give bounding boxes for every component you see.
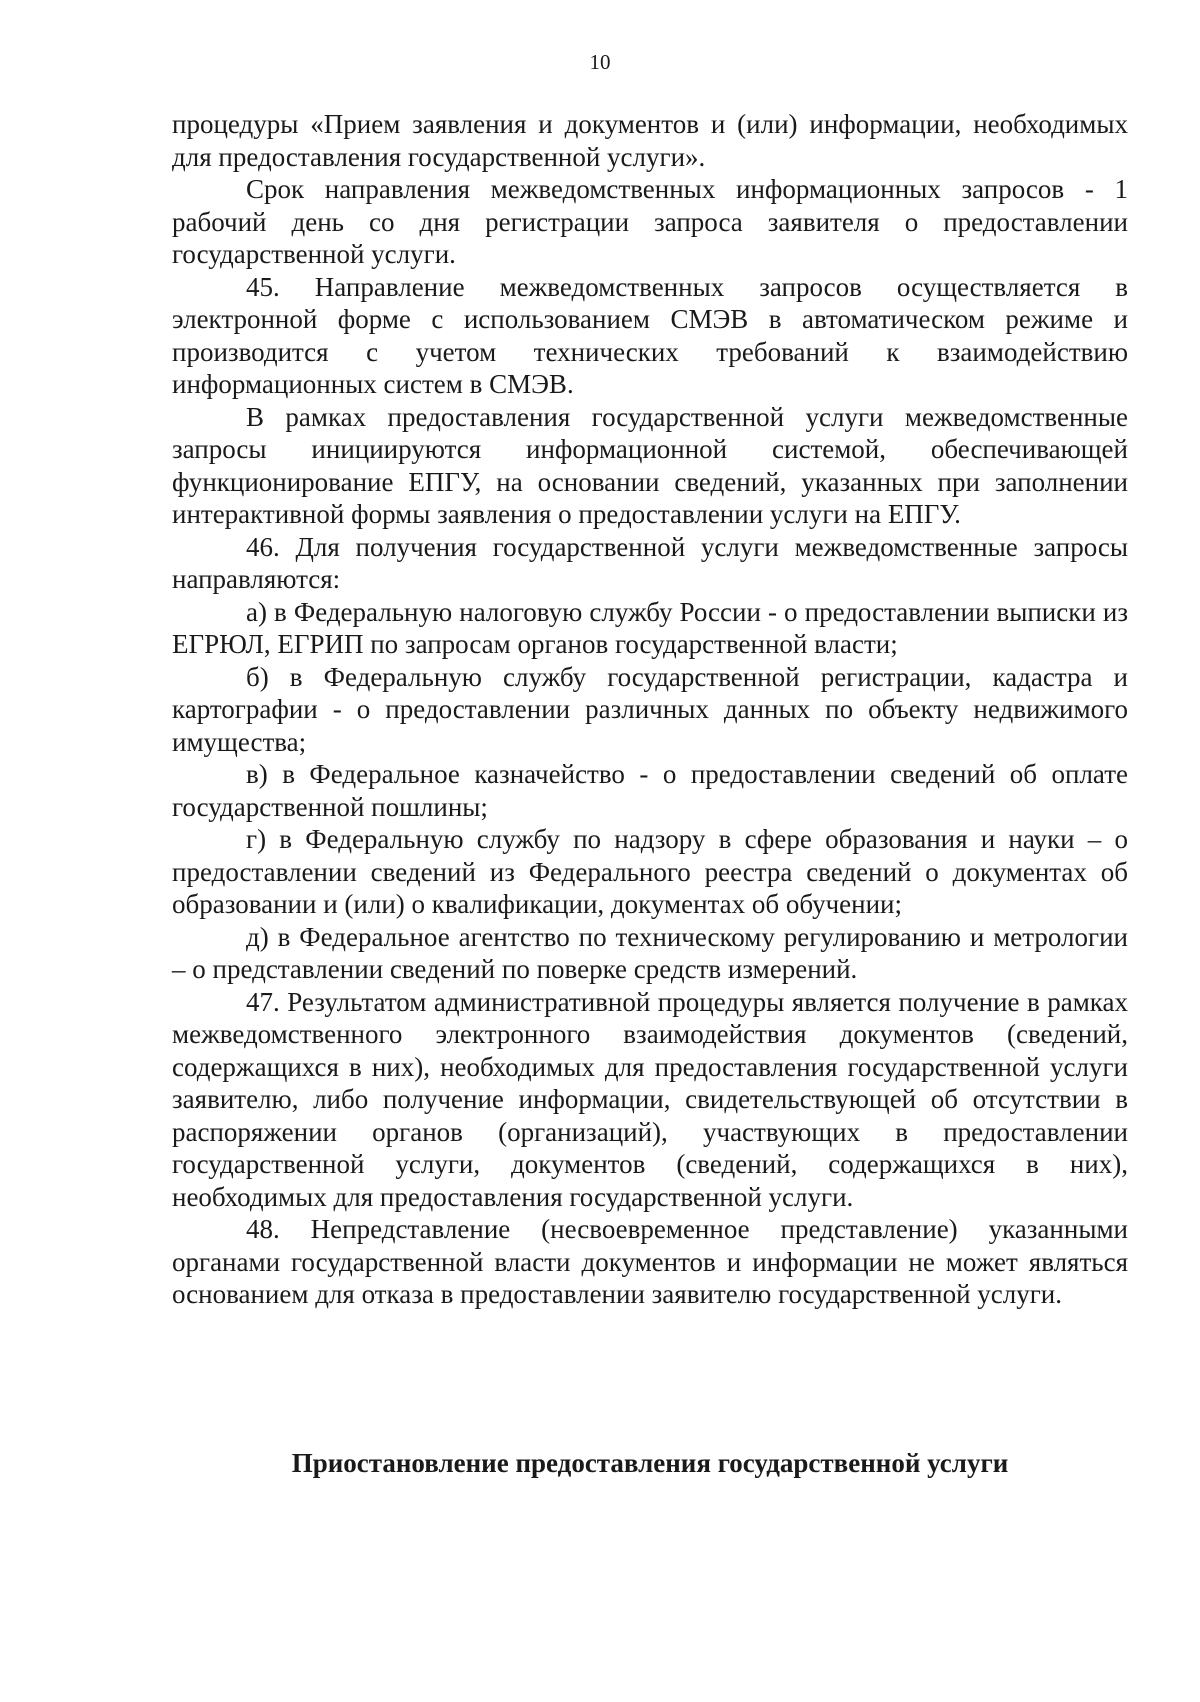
document-body (172, 108, 1128, 1311)
list-item-v: в) в Федеральное казначейство - о предоставлении сведений об оплате государственной пошлины; (172, 759, 1128, 822)
page-number: 10 (589, 50, 611, 74)
list-item-g: г) в Федеральную службу по надзору в сфере образования и науки – о предоставлении сведений из Федерального реестра сведений о документах об образовании и (или) о квалификации, документах об обучении; (172, 824, 1128, 919)
paragraph-continuation: процедуры «Прием заявления и документов и (или) информации, необходимых для предоставления государственной услуги». (172, 109, 1128, 172)
paragraph-epgu-requests: В рамках предоставления государственной услуги межведомственные запросы инициируются информационной системой, обеспечивающей функционирование ЕПГУ, на основании сведений, указанных при заполнении интерактивной формы заявления о предоставлении услуги на ЕПГУ. (172, 401, 1128, 529)
list-item-b: б) в Федеральную службу государственной регистрации, кадастра и картографии - о предоставлении различных данных по объекту недвижимого имущества; (172, 661, 1128, 757)
paragraph-47: 47. Результатом административной процедуры является получение в рамках межведомственного электронного взаимодействия документов (сведений, содержащихся в них), необходимых для предоставления государственной услуги заявителю, либо получение информации, свидетельствующей об отсутствии в распоряжении органов (организаций), участвующих в предоставлении государственной услуги, документов (сведений, содержащихся в них), необходимых для предоставления государственной услуги. (172, 986, 1128, 1212)
section-heading: Приостановление предоставления государственной услуги (291, 1448, 1009, 1478)
list-item-a: а) в Федеральную налоговую службу России - о предоставлении выписки из ЕГРЮЛ, ЕГРИП по запросам органов государственной власти; (172, 596, 1128, 659)
list-item-d: д) в Федеральное агентство по техническому регулированию и метрологии – о представлении сведений по поверке средств измерений. (172, 921, 1128, 984)
paragraph-46: 46. Для получения государственной услуги межведомственные запросы направляются: (172, 531, 1128, 594)
paragraph-48: 48. Непредставление (несвоевременное представление) указанными органами государственной власти документов и информации не может являться основанием для отказа в предоставлении заявителю государственной услуги. (172, 1214, 1128, 1309)
paragraph-45: 45. Направление межведомственных запросов осуществляется в электронной форме с использованием СМЭВ в автоматическом режиме и производится с учетом технических требований к взаимодействию информационных систем в СМЭВ. (172, 271, 1128, 399)
paragraph-request-deadline: Срок направления межведомственных информационных запросов - 1 рабочий день со дня регистрации запроса заявителя о предоставлении государственной услуги. (172, 174, 1128, 269)
